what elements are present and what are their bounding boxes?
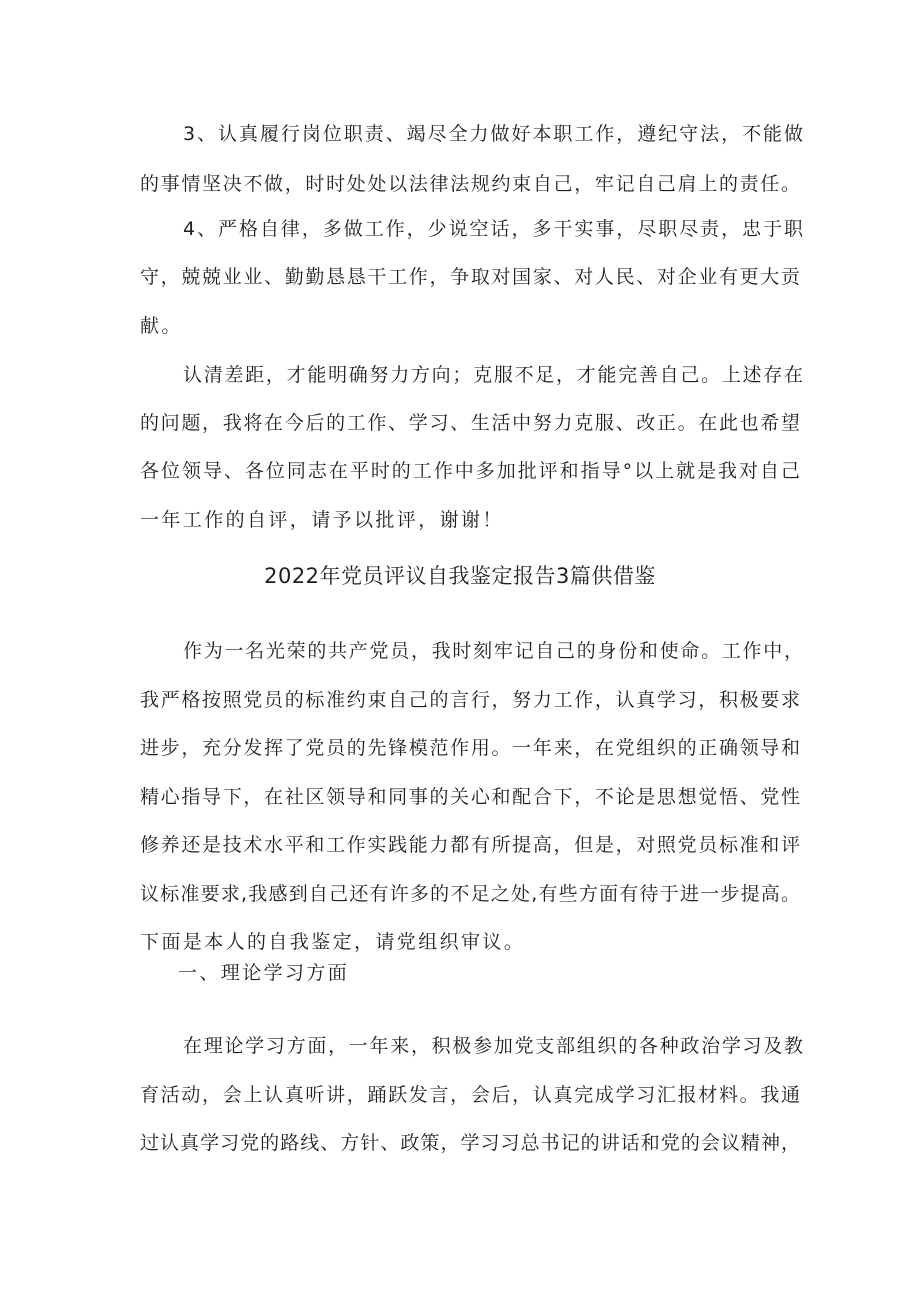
study-line-3: 过认真学习党的路线、方针、政策，学习习总书记的讲话和党的会议精神，	[140, 1132, 800, 1154]
study-line-1: 在理论学习方面，一年来，积极参加党支部组织的各种政治学习及教	[183, 1035, 803, 1057]
intro-line-2: 我严格按照党员的标准约束自己的言行，努力工作，认真学习，积极要求	[140, 689, 800, 711]
closing-line-2: 的问题，我将在今后的工作、学习、生活中努力克服、改正。在此也希望	[140, 412, 800, 434]
document-title: 2022年党员评议自我鉴定报告3篇供借鉴	[264, 564, 656, 588]
paragraph-4-line-3: 献。	[140, 315, 183, 337]
intro-line-6: 议标准要求,我感到自己还有许多的不足之处,有些方面有待于进一步提高。	[140, 883, 800, 905]
intro-line-3: 进步，充分发挥了党员的先锋模范作用。一年来，在党组织的正确领导和	[140, 737, 800, 759]
intro-line-1: 作为一名光荣的共产党员，我时刻牢记自己的身份和使命。工作中，	[183, 640, 803, 662]
paragraph-3-line-1: 3、认真履行岗位职责、竭尽全力做好本职工作，遵纪守法，不能做	[183, 123, 803, 145]
paragraph-3-line-2: 的事情坚决不做，时时处处以法律法规约束自己，牢记自己肩上的责任。	[140, 173, 800, 195]
paragraph-4-line-2: 守，兢兢业业、勤勤恳恳干工作，争取对国家、对人民、对企业有更大贡	[140, 266, 800, 288]
intro-line-5: 修养还是技术水平和工作实践能力都有所提高，但是，对照党员标准和评	[140, 834, 800, 856]
closing-line-3: 各位领导、各位同志在平时的工作中多加批评和指导°以上就是我对自己	[140, 460, 800, 482]
intro-line-4: 精心指导下，在社区领导和同事的关心和配合下，不论是思想觉悟、党性	[140, 786, 800, 808]
closing-line-1: 认清差距，才能明确努力方向；克服不足，才能完善自己。上述存在	[183, 364, 803, 386]
paragraph-4-line-1: 4、严格自律，多做工作，少说空话，多干实事，尽职尽责，忠于职	[183, 218, 803, 240]
intro-line-7: 下面是本人的自我鉴定，请党组织审议。	[140, 931, 526, 953]
section-heading-theory-study: 一、理论学习方面	[178, 962, 350, 984]
closing-line-4: 一年工作的自评，请予以批评，谢谢！	[140, 509, 504, 531]
study-line-2: 育活动，会上认真听讲，踊跃发言，会后，认真完成学习汇报材料。我通	[140, 1084, 800, 1106]
